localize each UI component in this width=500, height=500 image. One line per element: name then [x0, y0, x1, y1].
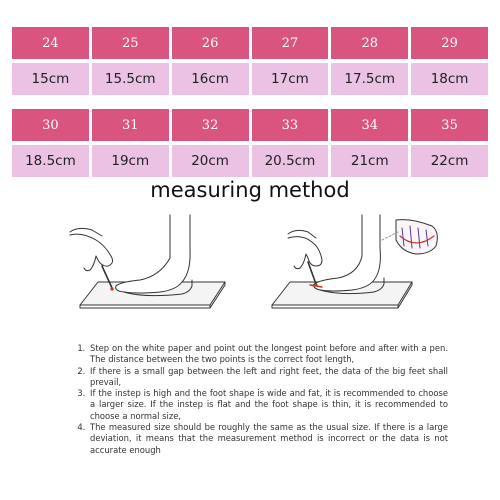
zoom-inset [396, 220, 437, 254]
size-cell: 35 [411, 109, 488, 141]
length-cell: 18.5cm [12, 145, 89, 177]
instruction-step: 4. The measured size should be roughly the same as the usual size. If there is a large deviation, it means that the measurement method is incorrect or the data is not accurate enough [88, 422, 448, 456]
length-cell: 18cm [411, 63, 488, 95]
size-cell: 27 [252, 27, 329, 59]
length-cell: 21cm [331, 145, 408, 177]
length-row-1 [12, 63, 488, 95]
length-cell: 19cm [92, 145, 169, 177]
size-cell: 32 [172, 109, 249, 141]
size-cell: 25 [92, 27, 169, 59]
size-row-1 [12, 27, 488, 59]
size-cell: 31 [92, 109, 169, 141]
size-cell: 26 [172, 27, 249, 59]
size-cell: 24 [12, 27, 89, 59]
size-cell: 34 [331, 109, 408, 141]
length-cell: 22cm [411, 145, 488, 177]
size-cell: 29 [411, 27, 488, 59]
length-cell: 17cm [252, 63, 329, 95]
size-row-2 [12, 109, 488, 141]
method-title: measuring method [150, 178, 350, 202]
size-cell: 28 [331, 27, 408, 59]
length-cell: 15.5cm [92, 63, 169, 95]
instruction-step: 3. If the instep is high and the foot shape is wide and fat, it is recommended to choose a larger size. If the instep is flat and the foot shape is thin, it is recommended to choose a normal size, [88, 388, 448, 422]
length-row-2 [12, 145, 488, 177]
size-cell: 30 [12, 109, 89, 141]
length-cell: 16cm [172, 63, 249, 95]
length-cell: 15cm [12, 63, 89, 95]
length-cell: 20.5cm [252, 145, 329, 177]
foot-outline [116, 215, 190, 293]
foot-measurement-illustration [40, 210, 460, 340]
measuring-instructions [78, 343, 448, 456]
size-cell: 33 [252, 109, 329, 141]
length-cell: 17.5cm [331, 63, 408, 95]
hand-outline [70, 234, 113, 270]
instruction-step: 2. If there is a small gap between the left and right feet, the data of the big feet shall prevail, [88, 366, 448, 389]
instruction-step: 1. Step on the white paper and point out the longest point before and after with a pen. The distance between the two points is the correct foot length, [88, 343, 448, 366]
size-chart [12, 27, 488, 181]
length-cell: 20cm [172, 145, 249, 177]
